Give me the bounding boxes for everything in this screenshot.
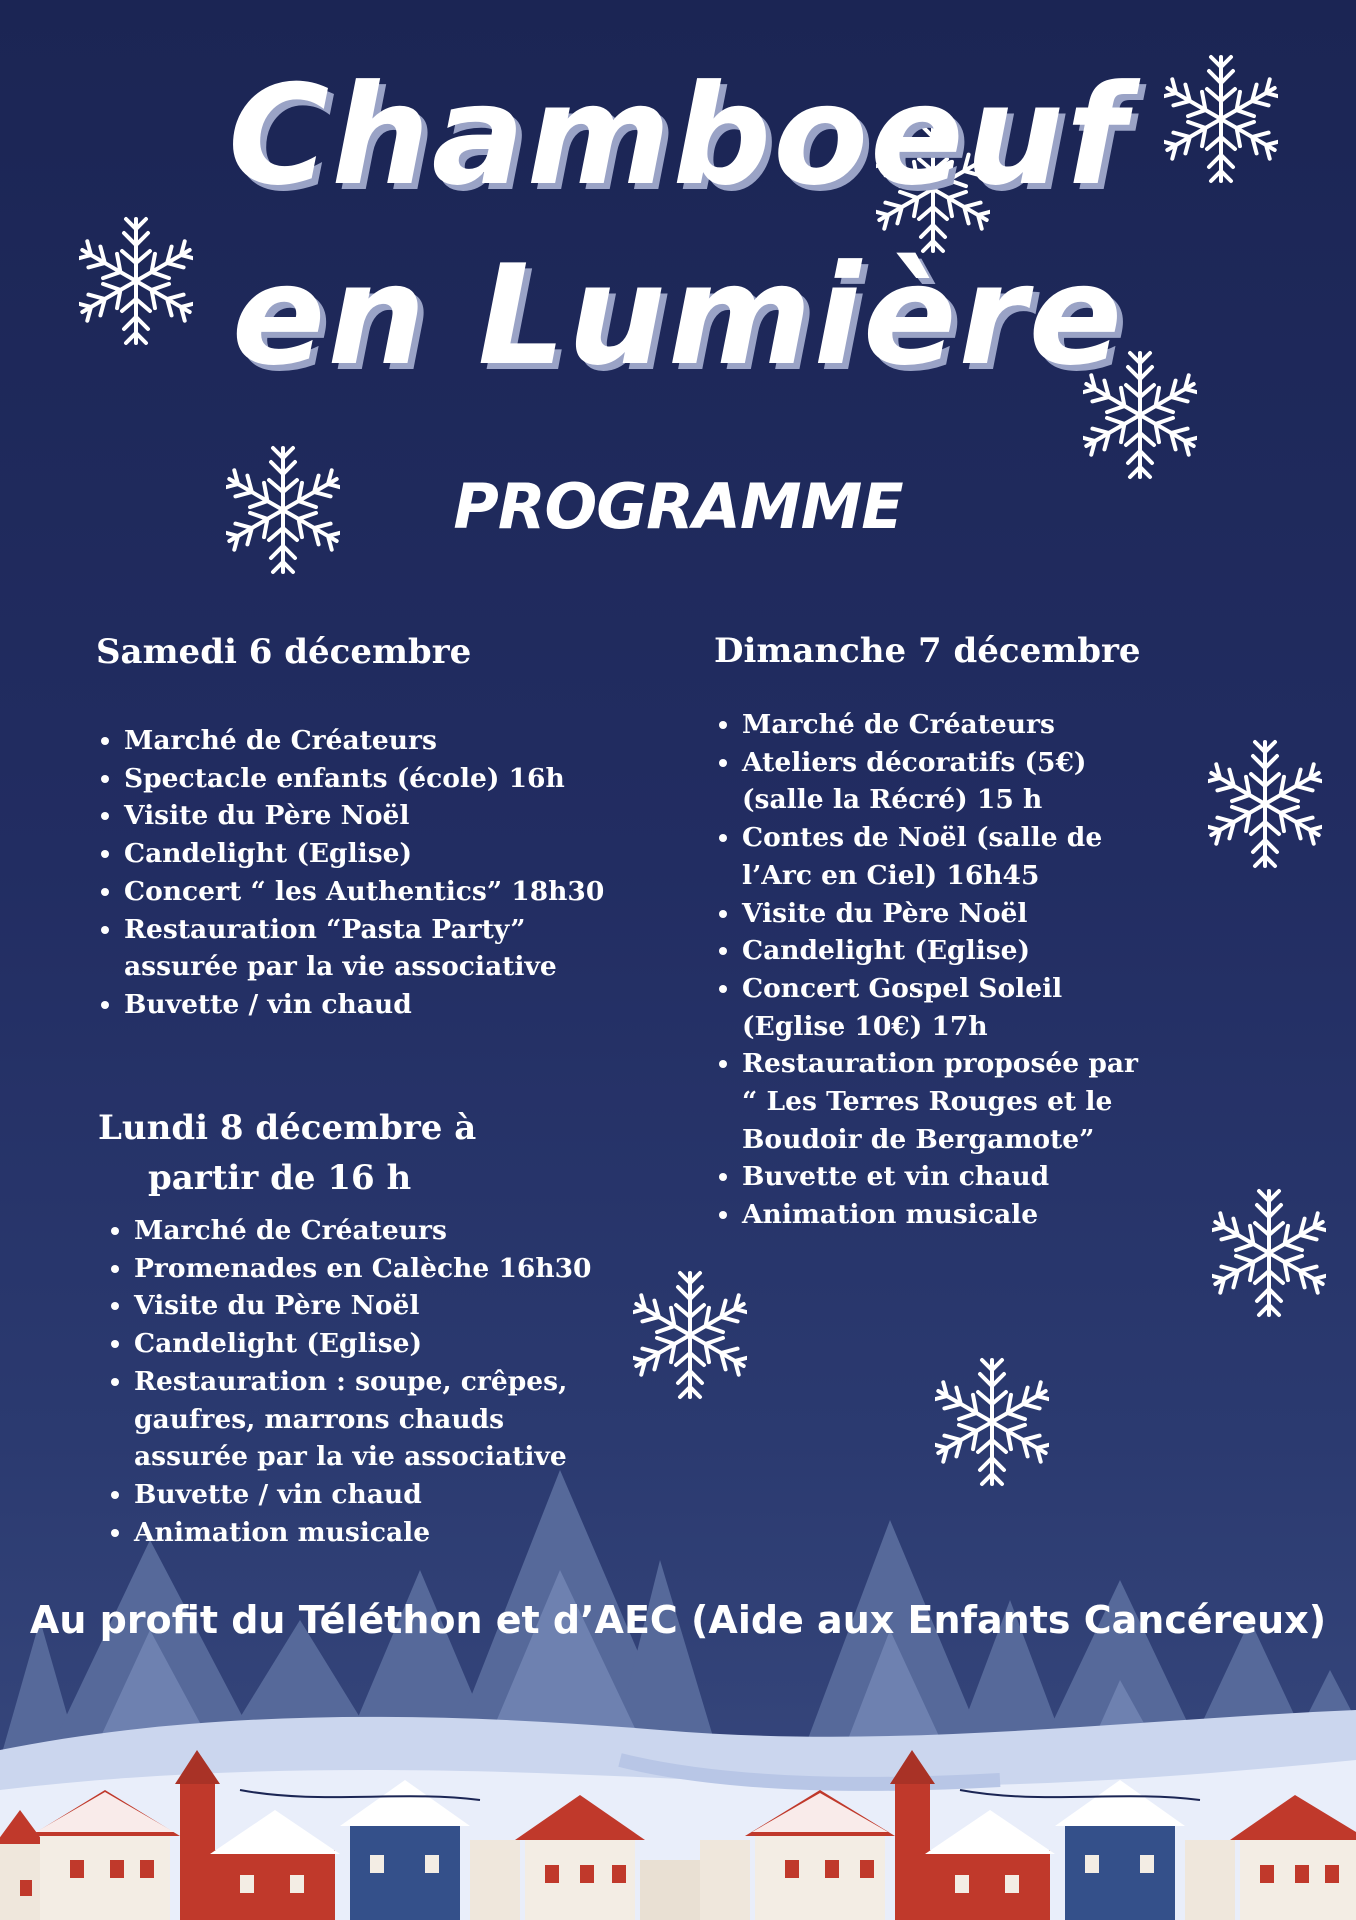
- list-item: • Marché de Créateurs: [124, 722, 644, 760]
- list-item: • Candelight (Eglise): [124, 835, 644, 873]
- monday-heading-line-1: Lundi 8 décembre à: [98, 1108, 477, 1148]
- list-item: • Marché de Créateurs: [134, 1212, 604, 1250]
- list-item: • Restauration “Pasta Party” assurée par la vie associative: [124, 911, 564, 986]
- list-item: • Marché de Créateurs: [742, 706, 1162, 744]
- sunday-list: [714, 706, 1162, 1234]
- footer-fundraiser-text: Au profit du Téléthon et d’AEC (Aide aux Enfants Cancéreux): [29, 1598, 1327, 1642]
- list-item: • Visite du Père Noël: [124, 797, 644, 835]
- list-item: • Buvette / vin chaud: [124, 986, 644, 1024]
- snowflake-icon: [633, 1268, 747, 1402]
- list-item: • Concert “ les Authentics” 18h30: [124, 873, 644, 911]
- list-item: • Visite du Père Noël: [742, 895, 1162, 933]
- list-item: • Visite du Père Noël: [134, 1287, 604, 1325]
- list-item: • Spectacle enfants (école) 16h: [124, 760, 644, 798]
- monday-list: [106, 1212, 604, 1551]
- list-item: • Animation musicale: [134, 1514, 604, 1552]
- list-item: • Buvette / vin chaud: [134, 1476, 604, 1514]
- snowflake-icon: [1212, 1186, 1326, 1320]
- list-item: • Candelight (Eglise): [742, 932, 1162, 970]
- list-item: • Candelight (Eglise): [134, 1325, 604, 1363]
- title-line-1: Chamboeuf: [228, 55, 1128, 216]
- list-item: • Ateliers décoratifs (5€) (salle la Récré) 15 h: [742, 744, 1112, 819]
- monday-heading-line-2: partir de 16 h: [148, 1158, 412, 1198]
- list-item: • Restauration : soupe, crêpes, gaufres, marrons chauds assurée par la vie associative: [134, 1363, 584, 1476]
- list-item: • Contes de Noël (salle de l’Arc en Ciel) 16h45: [742, 819, 1112, 894]
- list-item: • Animation musicale: [742, 1196, 1162, 1234]
- list-item: • Concert Gospel Soleil (Eglise 10€) 17h: [742, 970, 1072, 1045]
- saturday-list: [96, 722, 644, 1024]
- list-item: • Promenades en Calèche 16h30: [134, 1250, 604, 1288]
- sunday-heading: Dimanche 7 décembre: [714, 631, 1141, 671]
- title-line-2: en Lumière: [231, 235, 1125, 396]
- list-item: • Buvette et vin chaud: [742, 1158, 1162, 1196]
- programme-heading: PROGRAMME: [453, 470, 903, 543]
- list-item: • Restauration proposée par “ Les Terres Rouges et le Boudoir de Bergamote”: [742, 1045, 1152, 1158]
- snowflake-icon: [1208, 737, 1322, 871]
- saturday-heading: Samedi 6 décembre: [96, 632, 472, 672]
